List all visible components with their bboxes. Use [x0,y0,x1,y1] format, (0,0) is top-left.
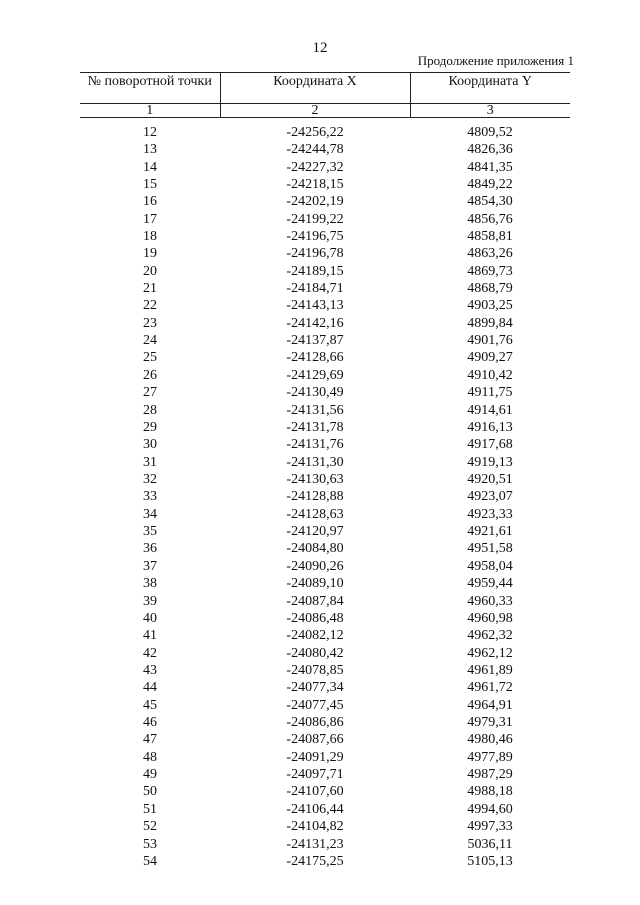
cell-point-number: 26 [143,367,157,383]
table-row [80,118,570,142]
cell-coordinate-x: -24131,78 [286,419,344,435]
cell-coordinate-y: 5105,13 [467,853,513,869]
cell-coordinate-x: -24084,80 [286,541,344,557]
table-row [80,158,570,175]
cell-coordinate-x: -24120,97 [286,524,344,540]
cell-coordinate-x: -24104,82 [286,819,344,835]
cell-coordinate-y: 4960,98 [467,610,513,626]
cell-coordinate-x: -24128,63 [286,506,344,522]
cell-coordinate-x: -24091,29 [286,749,344,765]
cell-coordinate-y: 4858,81 [467,228,513,244]
cell-point-number: 22 [143,298,157,314]
cell-point-number: 13 [143,142,157,158]
cell-point-number: 45 [143,697,157,713]
cell-point-number: 31 [143,454,157,470]
cell-coordinate-y: 4959,44 [467,576,513,592]
cell-coordinate-y: 4977,89 [467,749,513,765]
cell-coordinate-x: -24244,78 [286,142,344,158]
cell-coordinate-x: -24078,85 [286,662,344,678]
cell-coordinate-x: -24130,63 [286,472,344,487]
cell-point-number: 21 [143,281,157,297]
cell-point-number: 33 [143,489,157,505]
table-row [80,471,570,488]
cell-coordinate-x: -24097,71 [286,767,344,783]
cell-point-number: 32 [143,472,157,487]
cell-point-number: 44 [143,680,157,696]
cell-coordinate-x: -24184,71 [286,281,344,297]
cell-coordinate-x: -24077,45 [286,697,344,713]
table-row [80,367,570,384]
cell-coordinate-x: -24130,49 [286,385,344,401]
cell-coordinate-y: 4914,61 [467,402,513,418]
table-row [80,766,570,783]
cell-coordinate-y: 4919,13 [467,454,513,470]
cell-coordinate-x: -24227,32 [286,159,344,175]
table-row [80,193,570,210]
cell-coordinate-y: 4809,52 [467,125,513,140]
cell-coordinate-y: 4979,31 [467,715,513,731]
cell-coordinate-y: 4980,46 [467,732,513,748]
cell-coordinate-y: 4962,12 [467,645,513,661]
column-number-2: 2 [220,104,410,118]
cell-coordinate-y: 4994,60 [467,801,513,817]
cell-point-number: 18 [143,228,157,244]
cell-coordinate-y: 4903,25 [467,298,513,314]
cell-point-number: 40 [143,610,157,626]
table-row [80,436,570,453]
cell-coordinate-y: 4958,04 [467,558,513,574]
table-row [80,384,570,401]
cell-point-number: 19 [143,246,157,262]
cell-coordinate-x: -24175,25 [286,853,344,869]
table-row [80,401,570,418]
cell-coordinate-y: 4951,58 [467,541,513,557]
cell-point-number: 34 [143,506,157,522]
cell-point-number: 46 [143,715,157,731]
table-row [80,263,570,280]
table-row [80,176,570,193]
cell-coordinate-y: 4988,18 [467,784,513,800]
table-row [80,315,570,332]
cell-point-number: 52 [143,819,157,835]
table-row [80,662,570,679]
cell-point-number: 30 [143,437,157,453]
table-row [80,610,570,627]
cell-point-number: 36 [143,541,157,557]
table-row [80,297,570,314]
cell-coordinate-x: -24106,44 [286,801,344,817]
table-row [80,453,570,470]
table-row [80,349,570,366]
table-row [80,488,570,505]
column-number-1: 1 [80,104,220,118]
table-row [80,592,570,609]
cell-coordinate-x: -24131,76 [286,437,344,453]
cell-coordinate-y: 4997,33 [467,819,513,835]
cell-coordinate-x: -24256,22 [286,125,344,140]
cell-point-number: 48 [143,749,157,765]
cell-coordinate-x: -24080,42 [286,645,344,661]
cell-coordinate-x: -24196,78 [286,246,344,262]
cell-coordinate-x: -24142,16 [286,315,344,331]
cell-coordinate-y: 4987,29 [467,767,513,783]
cell-coordinate-x: -24082,12 [286,628,344,644]
cell-coordinate-y: 4916,13 [467,419,513,435]
table-row [80,419,570,436]
table-row [80,783,570,800]
cell-coordinate-y: 4961,72 [467,680,513,696]
table-row [80,575,570,592]
table-body [80,118,570,871]
cell-coordinate-x: -24131,23 [286,836,344,852]
cell-coordinate-y: 4964,91 [467,697,513,713]
cell-point-number: 14 [143,159,157,175]
coordinates-table [80,72,570,870]
table-header-row [80,73,570,104]
header-point-number: № поворотной точки [80,73,220,104]
cell-coordinate-x: -24128,88 [286,489,344,505]
cell-coordinate-y: 4962,32 [467,628,513,644]
cell-coordinate-y: 5036,11 [467,836,513,852]
cell-point-number: 42 [143,645,157,661]
table-row [80,141,570,158]
table-row [80,540,570,557]
cell-point-number: 35 [143,524,157,540]
table-row [80,506,570,523]
cell-coordinate-y: 4961,89 [467,662,513,678]
cell-point-number: 23 [143,315,157,331]
cell-coordinate-x: -24143,13 [286,298,344,314]
cell-point-number: 28 [143,402,157,418]
cell-coordinate-y: 4856,76 [467,211,513,227]
column-number-row [80,104,570,118]
cell-coordinate-y: 4863,26 [467,246,513,262]
cell-coordinate-y: 4923,33 [467,506,513,522]
cell-point-number: 39 [143,593,157,609]
cell-point-number: 29 [143,419,157,435]
continuation-label: Продолжение приложения 1 [417,53,574,68]
cell-point-number: 37 [143,558,157,574]
cell-point-number: 16 [143,194,157,210]
table-row [80,749,570,766]
cell-coordinate-x: -24086,48 [286,610,344,626]
cell-coordinate-y: 4869,73 [467,263,513,279]
table-row [80,558,570,575]
cell-coordinate-y: 4910,42 [467,367,513,383]
table-row [80,697,570,714]
cell-coordinate-y: 4826,36 [467,142,513,158]
cell-coordinate-y: 4899,84 [467,315,513,331]
table-row [80,853,570,870]
page-number: 12 [312,40,328,56]
cell-coordinate-x: -24189,15 [286,263,344,279]
table-row [80,679,570,696]
cell-point-number: 17 [143,211,157,227]
cell-point-number: 27 [143,385,157,401]
cell-coordinate-x: -24137,87 [286,333,344,349]
cell-coordinate-x: -24218,15 [286,176,344,192]
cell-point-number: 24 [143,333,157,349]
cell-coordinate-x: -24131,56 [286,402,344,418]
table-row [80,818,570,835]
cell-point-number: 38 [143,576,157,592]
table-row [80,801,570,818]
cell-coordinate-x: -24129,69 [286,367,344,383]
cell-point-number: 49 [143,767,157,783]
cell-coordinate-x: -24199,22 [286,211,344,227]
cell-point-number: 50 [143,784,157,800]
column-number-3: 3 [410,104,570,118]
cell-coordinate-x: -24128,66 [286,350,344,366]
table-row [80,714,570,731]
cell-point-number: 53 [143,836,157,852]
cell-coordinate-y: 4920,51 [467,472,513,487]
cell-coordinate-x: -24086,86 [286,715,344,731]
cell-coordinate-y: 4960,33 [467,593,513,609]
cell-coordinate-x: -24202,19 [286,194,344,210]
cell-coordinate-y: 4909,27 [467,350,513,366]
cell-coordinate-x: -24077,34 [286,680,344,696]
cell-coordinate-y: 4868,79 [467,281,513,297]
cell-point-number: 25 [143,350,157,366]
table-row [80,228,570,245]
table-row [80,731,570,748]
cell-coordinate-x: -24089,10 [286,576,344,592]
cell-coordinate-y: 4854,30 [467,194,513,210]
header-coordinate-x: Координата X [220,73,410,104]
cell-coordinate-x: -24090,26 [286,558,344,574]
table-row [80,644,570,661]
table-row [80,210,570,227]
cell-coordinate-x: -24196,75 [286,228,344,244]
cell-coordinate-x: -24087,66 [286,732,344,748]
cell-coordinate-y: 4849,22 [467,176,513,192]
table-row [80,280,570,297]
cell-point-number: 15 [143,176,157,192]
cell-point-number: 12 [143,125,157,140]
cell-point-number: 41 [143,628,157,644]
cell-coordinate-x: -24107,60 [286,784,344,800]
cell-point-number: 47 [143,732,157,748]
table-row [80,627,570,644]
table-row [80,245,570,262]
cell-coordinate-x: -24131,30 [286,454,344,470]
table-row [80,835,570,852]
cell-coordinate-y: 4841,35 [467,159,513,175]
cell-point-number: 20 [143,263,157,279]
table-row [80,523,570,540]
table-row [80,332,570,349]
cell-coordinate-x: -24087,84 [286,593,344,609]
cell-coordinate-y: 4901,76 [467,333,513,349]
cell-point-number: 43 [143,662,157,678]
cell-coordinate-y: 4917,68 [467,437,513,453]
cell-point-number: 54 [143,853,157,869]
cell-coordinate-y: 4923,07 [467,489,513,505]
cell-point-number: 51 [143,801,157,817]
cell-coordinate-y: 4911,75 [467,385,513,401]
header-coordinate-y: Координата Y [410,73,570,104]
cell-coordinate-y: 4921,61 [467,524,513,540]
